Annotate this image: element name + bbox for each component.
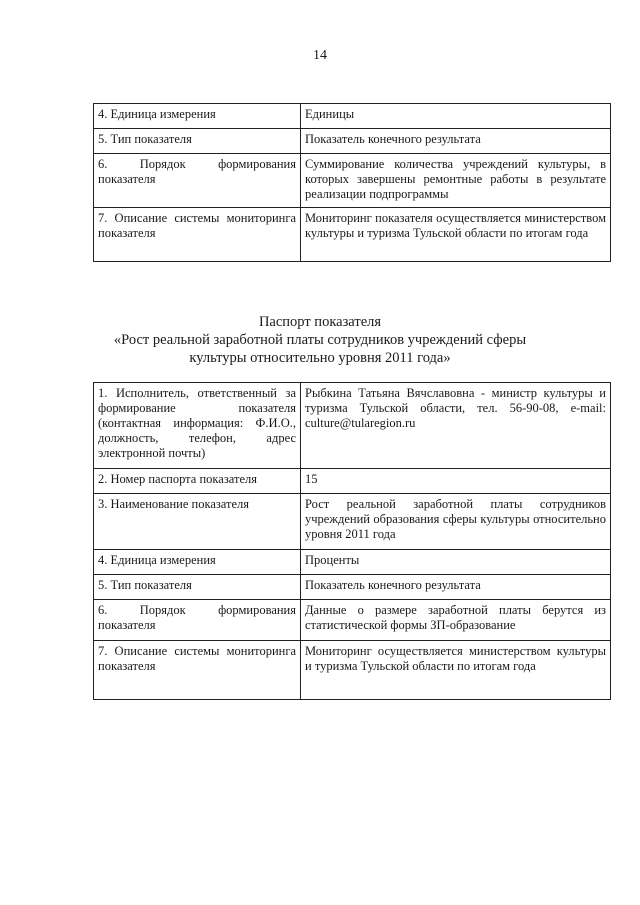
table-row xyxy=(94,129,611,154)
row-value: Мониторинг осуществляется министерством культуры и туризма Тульской области по итогам года xyxy=(301,641,611,700)
indicator-table-continued xyxy=(93,103,611,262)
row-value: Рост реальной заработной платы сотрудников учреждений образования сферы культуры относительно уровня 2011 года xyxy=(301,494,611,550)
table-row xyxy=(94,550,611,575)
table-row xyxy=(94,575,611,600)
table-row xyxy=(94,208,611,262)
row-value: Мониторинг показателя осуществляется министерством культуры и туризма Тульской области по итогам года xyxy=(301,208,611,262)
row-label: 1. Исполнитель, ответственный за формирование показателя (контактная информация: Ф.И.О., должность, телефон, адрес электронной почты) xyxy=(94,383,301,469)
table-row xyxy=(94,641,611,700)
row-label: 3. Наименование показателя xyxy=(94,494,301,550)
passport-title-line-2: «Рост реальной заработной платы сотрудников учреждений сферы xyxy=(113,332,527,348)
row-value: Единицы xyxy=(301,104,611,129)
row-label: 5. Тип показателя xyxy=(94,575,301,600)
row-value: Показатель конечного результата xyxy=(301,575,611,600)
row-label: 7. Описание системы мониторинга показателя xyxy=(94,641,301,700)
row-value: Рыбкина Татьяна Вячславовна - министр культуры и туризма Тульской области, тел. 56-90-08, e-mail: culture@tularegion.ru xyxy=(301,383,611,469)
passport-table xyxy=(93,382,611,700)
table-row xyxy=(94,104,611,129)
row-value: Суммирование количества учреждений культуры, в которых завершены ремонтные работы в результате реализации подпрограммы xyxy=(301,154,611,208)
passport-title xyxy=(0,313,640,367)
row-label: 5. Тип показателя xyxy=(94,129,301,154)
row-label: 2. Номер паспорта показателя xyxy=(94,469,301,494)
table-row xyxy=(94,494,611,550)
row-value: Показатель конечного результата xyxy=(301,129,611,154)
table-row xyxy=(94,600,611,641)
passport-title-line-3: культуры относительно уровня 2011 года» xyxy=(189,350,451,366)
row-label: 4. Единица измерения xyxy=(94,550,301,575)
row-label: 4. Единица измерения xyxy=(94,104,301,129)
row-value: 15 xyxy=(301,469,611,494)
row-value: Данные о размере заработной платы берутся из статистической формы ЗП-образование xyxy=(301,600,611,641)
row-label: 6. Порядок формирования показателя xyxy=(94,154,301,208)
table-row xyxy=(94,383,611,469)
passport-title-line-1: Паспорт показателя xyxy=(258,314,382,330)
row-value: Проценты xyxy=(301,550,611,575)
row-label: 7. Описание системы мониторинга показателя xyxy=(94,208,301,262)
page-number: 14 xyxy=(313,48,327,63)
row-label: 6. Порядок формирования показателя xyxy=(94,600,301,641)
table-row xyxy=(94,469,611,494)
table-row xyxy=(94,154,611,208)
